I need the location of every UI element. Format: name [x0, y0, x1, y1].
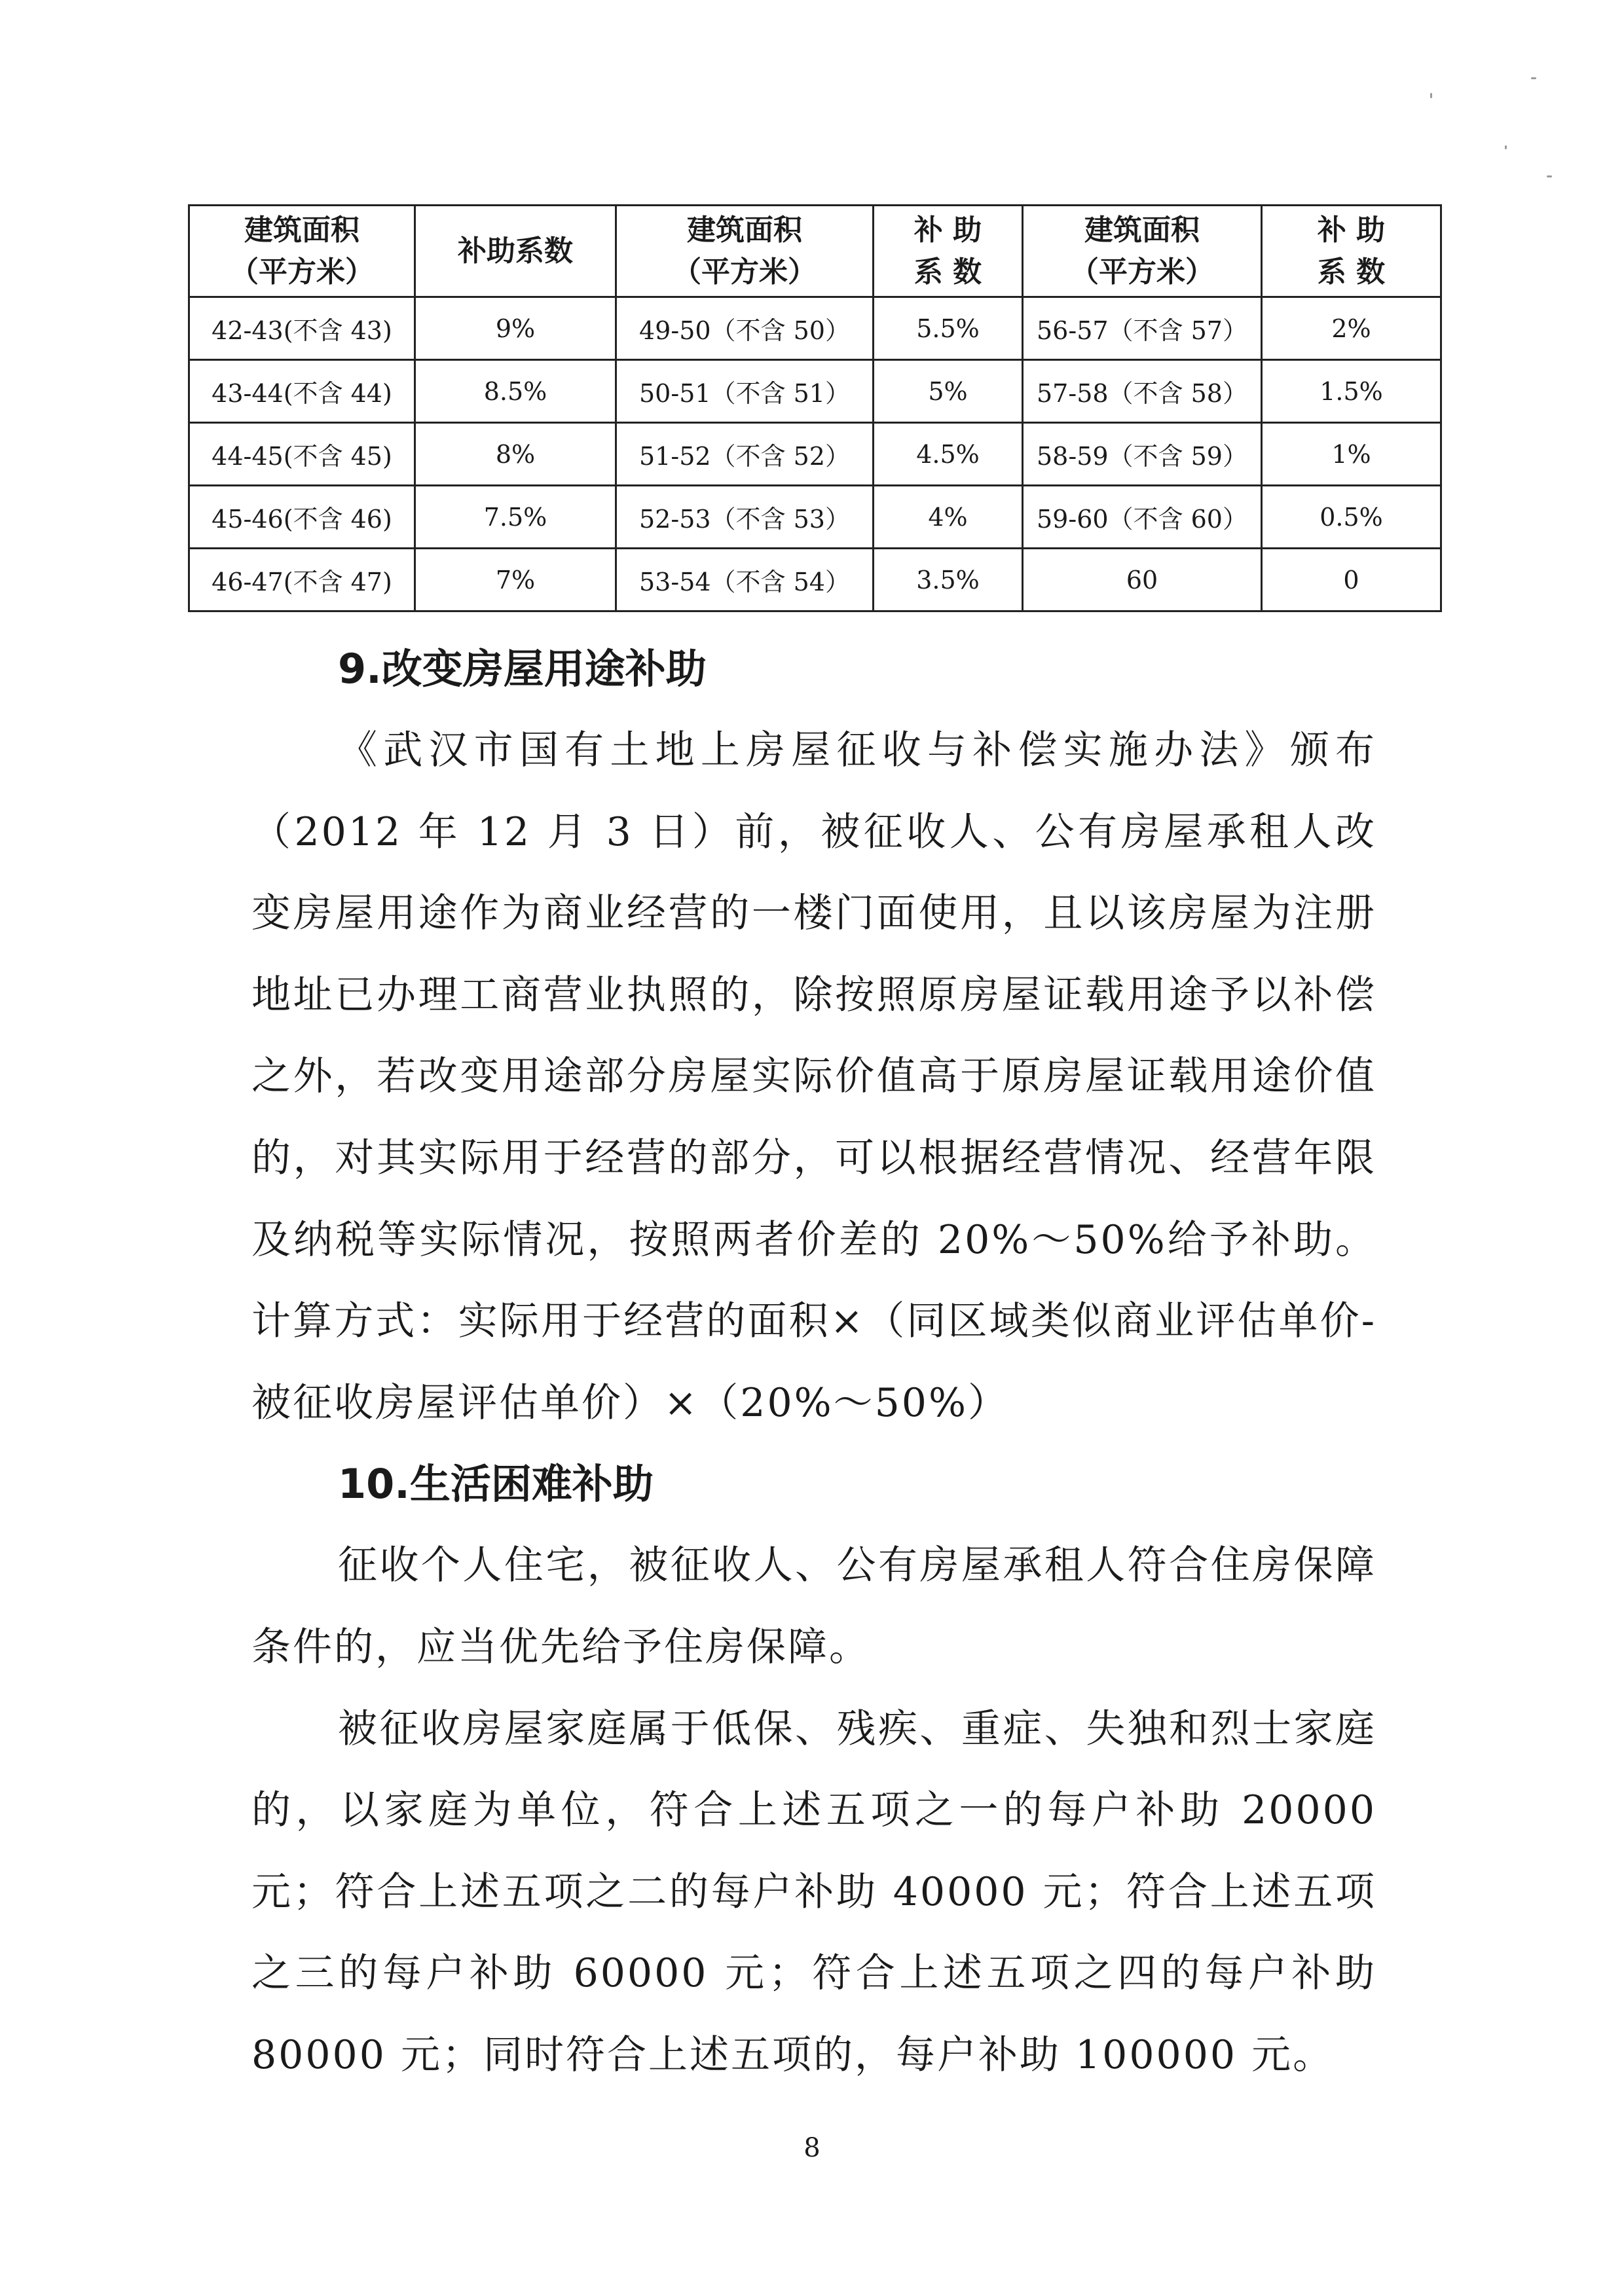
table-cell: 58-59（不含 59） — [1023, 423, 1262, 486]
section-9-paragraph: 《武汉市国有土地上房屋征收与补偿实施办法》颁布（2012 年 12 月 3 日）前，被征收人、公有房屋承租人改变房屋用途作为商业经营的一楼门面使用，且以该房屋为注册地址已办理工商营业执照的，除按照原房屋证载用途予以补偿之外，若改变用途部分房屋实际价值高于原房屋证载用途价值的，对其实际用于经营的部分，可以根据经营情况、经营年限及纳税等实际情况，按照两者价差的 20%～50%给予补助。计算方式：实际用于经营的面积×（同区域类似商业评估单价-被征收房屋评估单价）×（20%～50%） — [251, 727, 1376, 1426]
section-10-paragraph-1: 征收个人住宅，被征收人、公有房屋承租人符合住房保障条件的，应当优先给予住房保障。 — [251, 1542, 1376, 1670]
table-cell: 0 — [1262, 549, 1441, 611]
table-cell: 59-60（不含 60） — [1023, 486, 1262, 549]
table-cell: 51-52（不含 52） — [616, 423, 874, 486]
column-header-coefficient: 补 助 系 数 — [874, 206, 1023, 297]
table-cell: 44-45(不含 45) — [189, 423, 415, 486]
section-9-heading: 9.改变房屋用途补助 — [338, 645, 707, 693]
table-row — [189, 297, 1441, 360]
column-header-area: 建筑面积 （平方米） — [1023, 206, 1262, 297]
section-10-heading: 10.生活困难补助 — [338, 1460, 654, 1508]
table-cell: 7.5% — [415, 486, 616, 549]
document-body — [251, 629, 1376, 2096]
table-cell: 0.5% — [1262, 486, 1441, 549]
table-cell: 5% — [874, 360, 1023, 423]
table-cell: 45-46(不含 46) — [189, 486, 415, 549]
table-cell: 9% — [415, 297, 616, 360]
table-row — [189, 423, 1441, 486]
scan-mark — [1547, 175, 1552, 177]
scan-mark — [1531, 77, 1536, 79]
table-row — [189, 360, 1441, 423]
table-header-row — [189, 206, 1441, 297]
table-cell: 50-51（不含 51） — [616, 360, 874, 423]
table-cell: 4.5% — [874, 423, 1023, 486]
table-cell: 8% — [415, 423, 616, 486]
section-10-paragraph-2: 被征收房屋家庭属于低保、残疾、重症、失独和烈士家庭的，以家庭为单位，符合上述五项之一的每户补助 20000 元；符合上述五项之二的每户补助 40000 元；符合上述五项之三的每户补助 60000 元；符合上述五项之四的每户补助 80000 元；同时符合上述五项的，每户补助 100000 元。 — [251, 1705, 1376, 2078]
table-cell: 1% — [1262, 423, 1441, 486]
table-cell: 8.5% — [415, 360, 616, 423]
column-header-coefficient: 补助系数 — [415, 206, 616, 297]
scan-mark — [1430, 93, 1432, 98]
table-cell: 56-57（不含 57） — [1023, 297, 1262, 360]
subsidy-coefficient-table — [188, 204, 1442, 612]
column-header-area: 建筑面积 （平方米） — [616, 206, 874, 297]
table-row — [189, 549, 1441, 611]
table-cell: 46-47(不含 47) — [189, 549, 415, 611]
page-number: 8 — [803, 2133, 821, 2163]
table-cell: 7% — [415, 549, 616, 611]
table-row — [189, 486, 1441, 549]
table-cell: 1.5% — [1262, 360, 1441, 423]
table-cell: 60 — [1023, 549, 1262, 611]
table-cell: 5.5% — [874, 297, 1023, 360]
table-cell: 42-43(不含 43) — [189, 297, 415, 360]
column-header-coefficient: 补 助 系 数 — [1262, 206, 1441, 297]
table-cell: 52-53（不含 53） — [616, 486, 874, 549]
table-cell: 4% — [874, 486, 1023, 549]
table-cell: 49-50（不含 50） — [616, 297, 874, 360]
scan-mark — [1505, 145, 1507, 149]
subsidy-coefficient-table-wrapper — [188, 204, 1440, 612]
column-header-area: 建筑面积 （平方米） — [189, 206, 415, 297]
table-cell: 43-44(不含 44) — [189, 360, 415, 423]
table-cell: 3.5% — [874, 549, 1023, 611]
table-cell: 53-54（不含 54） — [616, 549, 874, 611]
table-cell: 57-58（不含 58） — [1023, 360, 1262, 423]
table-cell: 2% — [1262, 297, 1441, 360]
